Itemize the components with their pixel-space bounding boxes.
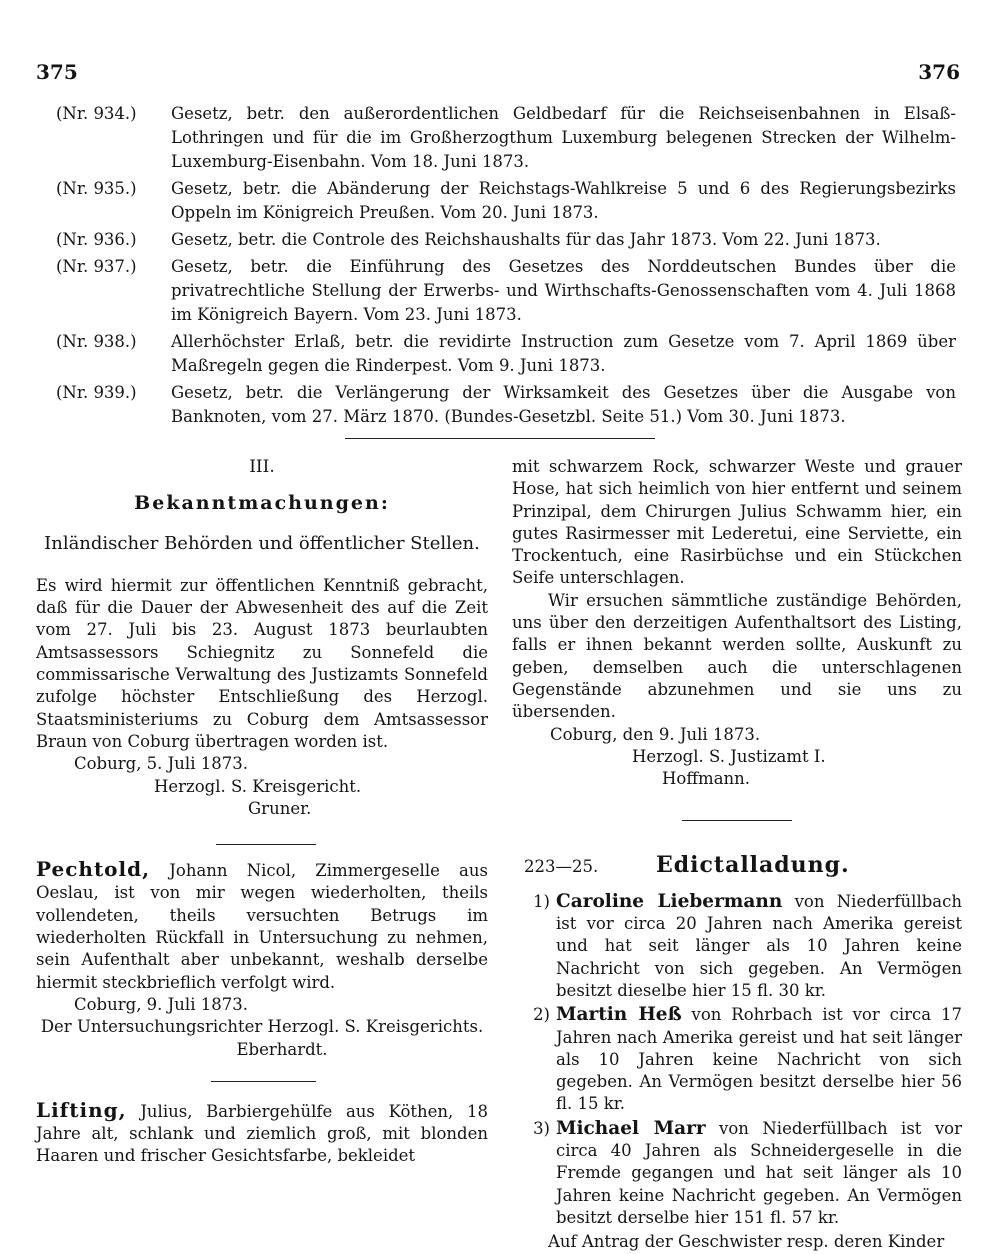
page-number-right: 376 [918, 60, 960, 84]
suspect-name: Lifting, [36, 1097, 127, 1122]
request-text: Wir ersuchen sämmtliche zuständige Behörden, uns über den derzeitigen Aufenthaltsort des Listing, falls er ihnen bekannt werden sollte, Auskunft zu geben, demselben auch die unterschlagenen Gegenstände abzunehmen und sie uns zu übersenden. [512, 590, 962, 722]
law-text: Gesetz, betr. die Einführung des Gesetzes des Norddeutschen Bundes über die privatrechtliche Stellung der Erwerbs- und Wirthschafts-Genossenschaften vom 4. Juli 1868 im Königreich Bayern. Vom 23. Juni 1873. [171, 257, 956, 324]
notice-text: Es wird hiermit zur öffentlichen Kenntniß gebracht, daß für die Dauer der Abwesenheit des auf die Zeit vom 27. Juli bis 23. August 1873 beurlaubten Amtsassessors Schiegnitz zu Sonnefeld die commissarische Verwaltung des Justizamts Sonnefeld zufolge höchster Entschließung des Herzogl. Staatsministeriums zu Coburg dem Amtsassessor Braun von Coburg übertragen worden ist. [36, 575, 488, 751]
law-number: (Nr. 936.) [56, 230, 137, 249]
edict-item [512, 891, 962, 1002]
section-divider [345, 438, 655, 439]
notice-text: Johann Nicol, Zimmergeselle aus Oeslau, ist von mir wegen wiederholten, theils vollendeten, theils versuchten Betrugs im wiederholten Rückfall in Untersuchung zu nehmen, sein Aufenthalt aber unbekannt, weshalb derselbe hiermit steckbrieflich verfolgt wird. [36, 861, 488, 992]
law-text: Gesetz, betr. die Verlängerung der Wirksamkeit des Gesetzes über die Ausgabe von Banknoten, vom 27. März 1870. (Bundes-Gesetzbl. Seite 51.) Vom 30. Juni 1873. [171, 383, 956, 426]
law-entry [56, 381, 956, 429]
section-title: Bekanntmachungen: [134, 492, 390, 515]
notice-warrant [36, 858, 488, 1061]
short-divider [211, 1081, 316, 1082]
law-entry [56, 255, 956, 327]
item-text: von Niederfüllbach ist vor circa 20 Jahren nach Amerika gereist und hat seit länger als 10 Jahren keine Nachricht von sich gegeben. An Vermögen besitzt dieselbe hier 15 fl. 30 kr. [556, 891, 962, 1000]
edict-item [512, 1004, 962, 1115]
warrant-name: Pechtold, [36, 857, 151, 882]
left-column [36, 456, 488, 1168]
law-list [56, 102, 956, 432]
law-number: (Nr. 938.) [56, 332, 137, 351]
law-number: (Nr. 939.) [56, 383, 137, 402]
law-entry [56, 330, 956, 378]
person-name: Caroline Liebermann [556, 890, 783, 912]
item-number: 1) [533, 891, 550, 911]
item-text: von Rohrbach ist vor circa 17 Jahren nach Amerika gereist und hat seit länger als 10 Jahren keine Nachricht von sich gegeben. An Vermögen besitzt derselbe hier 56 fl. 15 kr. [556, 1005, 962, 1114]
edict-header [512, 854, 962, 878]
divider-space [512, 790, 962, 836]
edict-reference: 223—25. [524, 857, 599, 877]
notice-text: Julius, Barbiergehülfe aus Köthen, 18 Jahre alt, schlank und ziemlich groß, mit blonden Haaren und frischer Gesichtsfarbe, bekleidet [36, 1101, 488, 1166]
item-text: von Niederfüllbach ist vor circa 40 Jahren als Schneidergeselle in die Fremde gegangen und hat seit länger als 10 Jahren keine Nachricht gegeben. An Vermögen besitzt derselbe hier 151 fl. 57 kr. [556, 1118, 963, 1227]
signer: Gruner. [248, 798, 312, 818]
item-number: 2) [533, 1005, 550, 1025]
authority: Herzogl. S. Justizamt I. [632, 746, 826, 766]
item-number: 3) [533, 1118, 550, 1138]
person-name: Michael Marr [556, 1117, 706, 1139]
law-number: (Nr. 937.) [56, 257, 137, 276]
divider-space [36, 820, 488, 858]
authority: Herzogl. S. Kreisgericht. [154, 776, 362, 796]
person-name: Martin Heß [556, 1004, 682, 1026]
signer: Eberhardt. [236, 1039, 328, 1059]
place-date: Coburg, 5. Juli 1873. [74, 754, 248, 774]
short-divider [682, 820, 792, 821]
subsection-title: Inländischer Behörden und öffentlicher Stellen. [44, 532, 480, 554]
place-date: Coburg, den 9. Juli 1873. [550, 724, 761, 744]
divider-space [36, 1061, 488, 1099]
law-entry [56, 177, 956, 225]
notice-substitution [36, 575, 488, 820]
right-column [512, 456, 962, 1254]
section-number: III. [249, 457, 275, 477]
edict-title: Edictalladung. [656, 852, 850, 879]
law-number: (Nr. 935.) [56, 179, 137, 198]
short-divider [216, 844, 316, 845]
page-number-left: 375 [36, 60, 78, 84]
law-text: Allerhöchster Erlaß, betr. die revidirte Instruction zum Gesetze vom 7. April 1869 über Maßregeln gegen die Rinderpest. Vom 9. Juni 1873. [171, 332, 956, 375]
law-number: (Nr. 934.) [56, 104, 137, 123]
law-entry [56, 228, 956, 252]
law-text: Gesetz, betr. die Controle des Reichshaushalts für das Jahr 1873. Vom 22. Juni 1873. [171, 230, 881, 249]
law-text: Gesetz, betr. den außerordentlichen Geldbedarf für die Reichseisenbahnen in Elsaß-Lothringen und für die im Großherzogthum Luxemburg belegenen Strecken der Wilhelm-Luxemburg-Eisenbahn. Vom 18. Juni 1873. [171, 104, 956, 171]
signer: Hoffmann. [662, 769, 751, 789]
law-entry [56, 102, 956, 174]
place-date: Coburg, 9. Juli 1873. [74, 994, 248, 1014]
continuation-text: mit schwarzem Rock, schwarzer Weste und grauer Hose, hat sich heimlich von hier entfernt und seinem Prinzipal, dem Chirurgen Julius Schwamm hier, ein gutes Rasirmesser mit Lederetui, eine Serviette, ein Trockentuch, eine Rasirbüchse und ein Stückchen Seife unterschlagen. [512, 457, 962, 588]
closing-text: Auf Antrag der Geschwister resp. deren Kinder [548, 1232, 945, 1252]
authority: Der Untersuchungsrichter Herzogl. S. Kreisgerichts. [40, 1017, 484, 1037]
notice-theft [36, 1099, 488, 1168]
edict-item [512, 1118, 962, 1229]
law-text: Gesetz, betr. die Abänderung der Reichstags-Wahlkreise 5 und 6 des Regierungsbezirks Oppeln im Königreich Preußen. Vom 20. Juni 1873. [171, 179, 956, 222]
